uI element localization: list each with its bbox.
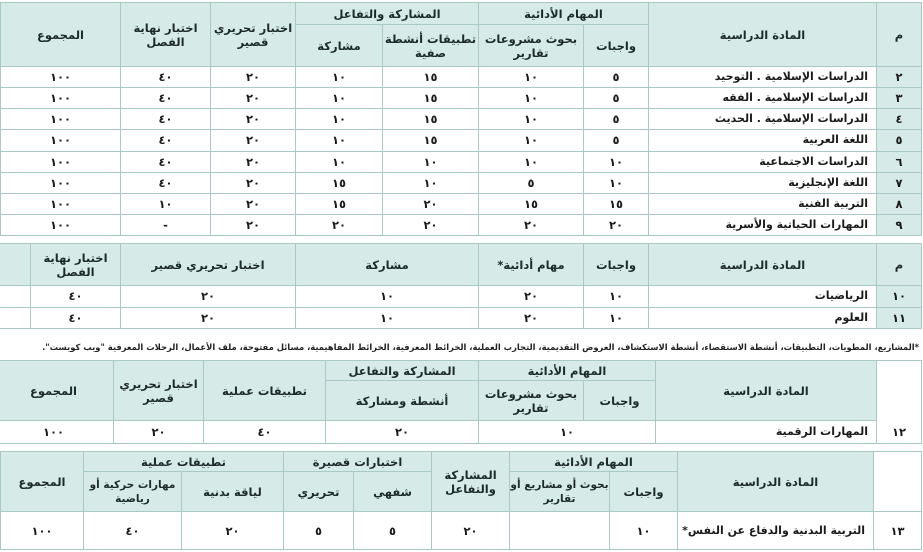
homework-value: ١٥: [584, 193, 649, 214]
header-participation: المشاركة والتفاعل: [326, 361, 479, 381]
short-test-value: ٢٠: [114, 421, 204, 444]
assessment-table-2: [0, 243, 922, 329]
total-value: ١٠٠: [1, 67, 121, 88]
row-number: ٣: [877, 88, 922, 109]
applications-value: ١٥: [383, 67, 479, 88]
sharing-value: ١٠: [296, 286, 479, 308]
header-subject: المادة الدراسية: [649, 244, 877, 286]
final-exam-value: ٤٠: [121, 130, 211, 151]
sharing-value: ١٠: [296, 151, 383, 172]
assessment-table-4: [0, 451, 922, 550]
short-test-value: ٢٠: [211, 172, 296, 193]
performance-value: ٢٠: [479, 286, 584, 308]
applications-value: ٢٠: [383, 193, 479, 214]
table-row: [1, 193, 922, 214]
short-test-value: ٢٠: [211, 88, 296, 109]
research-value: ١٥: [479, 193, 584, 214]
row-number: ١٣: [874, 512, 922, 550]
table-row: [1, 172, 922, 193]
total-value: ١٠٠: [0, 421, 114, 444]
applications-value: ١٠: [383, 151, 479, 172]
total-value: ١٠٠: [1, 512, 84, 550]
header-participation: المشاركة والتفاعل: [296, 3, 479, 25]
homework-value: ٥: [584, 109, 649, 130]
subject-name: التربية البدنية والدفاع عن النفس*: [678, 512, 874, 550]
sharing-value: ١٥: [296, 193, 383, 214]
research-value: ٥: [479, 172, 584, 193]
subject-name: الدراسات الاجتماعية: [649, 151, 877, 172]
short-test-value: ٢٠: [211, 214, 296, 235]
header-subject: المادة الدراسية: [649, 3, 877, 67]
header-total: المجموع: [0, 361, 114, 421]
sharing-value: ١٥: [296, 172, 383, 193]
final-exam-value: -: [121, 214, 211, 235]
header-homework: واجبات: [584, 25, 649, 67]
header-activities: أنشطة ومشاركة: [326, 381, 479, 421]
research-value: ١٠: [479, 130, 584, 151]
performance-value: ٢٠: [479, 307, 584, 329]
homework-value: ٢٠: [584, 214, 649, 235]
subject-name: اللغة الإنجليزية: [649, 172, 877, 193]
assessment-table-1: [0, 2, 922, 236]
short-test-value: ٢٠: [121, 307, 296, 329]
applications-value: ١٠: [383, 172, 479, 193]
subject-name: الدراسات الإسلامية . التوحيد: [649, 67, 877, 88]
applications-value: ١٥: [383, 88, 479, 109]
research-value: [510, 512, 610, 550]
subject-name: الدراسات الإسلامية . الحديث: [649, 109, 877, 130]
total-value: [0, 286, 31, 308]
short-test-value: ٢٠: [211, 130, 296, 151]
homework-value: ١٠: [479, 421, 656, 444]
header-homework: واجبات: [610, 472, 678, 512]
final-exam-value: ٤٠: [121, 151, 211, 172]
applications-value: ٢٠: [383, 214, 479, 235]
table-row: [1, 214, 922, 235]
written-value: ٥: [284, 512, 354, 550]
row-number: ١٢: [891, 425, 907, 439]
research-value: ١٠: [479, 67, 584, 88]
header-performance-tasks: المهام الأدائية: [479, 361, 656, 381]
header-total: المجموع: [1, 452, 84, 512]
header-total: المجموع: [1, 3, 121, 67]
footnote: *المشاريع، المطويات، التطبيقات، أنشطة الاستقصاء، أنشطة الاستكشاف، العروض التقديمية، التجارب العملية، الخرائط المعرفية، الخرائط المفاهيمية، مسائل مفتوحة، ملف الأعمال، الرحلات المعرفية "ويب كويست".: [42, 342, 919, 352]
row-number: ٢: [877, 67, 922, 88]
header-participation: المشاركة والتفاعل: [432, 452, 510, 512]
final-exam-value: ١٠: [121, 193, 211, 214]
header-research: بحوث مشروعات تقارير: [479, 381, 584, 421]
header-final-exam: اختبار نهاية الفصل: [31, 244, 121, 286]
subject-name: العلوم: [649, 307, 877, 329]
header-research: بحوث مشروعات تقارير: [479, 25, 584, 67]
final-exam-value: ٤٠: [31, 307, 121, 329]
header-sharing: مشاركة: [296, 244, 479, 286]
sharing-value: ١٠: [296, 307, 479, 329]
header-m: م: [877, 3, 922, 67]
header-performance-tasks: المهام الأدائية: [479, 3, 649, 25]
participation-value: ٢٠: [432, 512, 510, 550]
table-row: [1, 130, 922, 151]
practical-value: ٤٠: [204, 421, 326, 444]
research-value: ١٠: [479, 151, 584, 172]
subject-name: التربية الفنية: [649, 193, 877, 214]
activities-value: ٢٠: [326, 421, 479, 444]
header-practical-applications: تطبيقات عملية: [84, 452, 284, 472]
header-m: م: [877, 244, 922, 286]
homework-value: ١٠: [584, 172, 649, 193]
table-row: [1, 109, 922, 130]
final-exam-value: ٤٠: [121, 172, 211, 193]
table-row: [1, 88, 922, 109]
oral-value: ٥: [354, 512, 432, 550]
subject-name: اللغة العربية: [649, 130, 877, 151]
short-test-value: ٢٠: [121, 286, 296, 308]
header-research: بحوث أو مشاريع أو تقارير: [510, 472, 610, 512]
motor-skills-value: ٤٠: [84, 512, 182, 550]
total-value: ١٠٠: [1, 172, 121, 193]
research-value: ١٠: [479, 109, 584, 130]
fitness-value: ٢٠: [182, 512, 284, 550]
research-value: ٢٠: [479, 214, 584, 235]
subject-name: الرياضيات: [649, 286, 877, 308]
header-sharing: مشاركة: [296, 25, 383, 67]
homework-value: ٥: [584, 88, 649, 109]
header-short-test: اختبار تحريري قصير: [211, 3, 296, 67]
total-value: ١٠٠: [1, 88, 121, 109]
homework-value: ١٠: [584, 151, 649, 172]
short-test-value: ٢٠: [211, 67, 296, 88]
total-value: ١٠٠: [1, 130, 121, 151]
table-row: [1, 151, 922, 172]
total-value: ١٠٠: [1, 214, 121, 235]
header-short-test: اختبار تحريري قصير: [114, 361, 204, 421]
header-total: [0, 244, 31, 286]
sharing-value: ٢٠: [296, 214, 383, 235]
sharing-value: ١٠: [296, 130, 383, 151]
subject-name: المهارات الرقمية: [656, 421, 877, 444]
header-short-tests: اختبارات قصيرة: [284, 452, 432, 472]
row-number: ١١: [877, 307, 922, 329]
research-value: ١٠: [479, 88, 584, 109]
total-value: ١٠٠: [1, 193, 121, 214]
header-m-blank: [874, 452, 922, 512]
sharing-value: ١٠: [296, 67, 383, 88]
header-homework: واجبات: [584, 244, 649, 286]
header-performance-tasks: المهام الأدائية: [510, 452, 678, 472]
header-subject: المادة الدراسية: [656, 361, 877, 421]
table-row: [1, 67, 922, 88]
header-performance-tasks: مهام أدائية*: [479, 244, 584, 286]
header-oral: شفهي: [354, 472, 432, 512]
row-number: ٦: [877, 151, 922, 172]
header-homework: واجبات: [584, 381, 656, 421]
short-test-value: ٢٠: [211, 109, 296, 130]
total-value: ١٠٠: [1, 151, 121, 172]
final-exam-value: ٤٠: [121, 67, 211, 88]
table-row: [0, 286, 922, 308]
homework-value: ١٠: [584, 307, 649, 329]
homework-value: ١٠: [584, 286, 649, 308]
row-number: ٥: [877, 130, 922, 151]
subject-name: الدراسات الإسلامية . الفقه: [649, 88, 877, 109]
table-row: [1, 512, 922, 550]
total-value: [0, 307, 31, 329]
header-applications: تطبيقات أنشطة صفية: [383, 25, 479, 67]
applications-value: ١٥: [383, 109, 479, 130]
header-written: تحريري: [284, 472, 354, 512]
header-fitness: لياقة بدنية: [182, 472, 284, 512]
assessment-table-3: [0, 360, 922, 444]
applications-value: ١٥: [383, 130, 479, 151]
final-exam-value: ٤٠: [121, 88, 211, 109]
short-test-value: ٢٠: [211, 151, 296, 172]
final-exam-value: ٤٠: [121, 109, 211, 130]
homework-value: ٥: [584, 130, 649, 151]
row-number: ٤: [877, 109, 922, 130]
header-motor-skills: مهارات حركية أو رياضية: [84, 472, 182, 512]
row-number: ١٠: [877, 286, 922, 308]
row-number: ٧: [877, 172, 922, 193]
short-test-value: ٢٠: [211, 193, 296, 214]
header-short-test: اختبار تحريري قصير: [121, 244, 296, 286]
header-subject: المادة الدراسية: [678, 452, 874, 512]
total-value: ١٠٠: [1, 109, 121, 130]
table-row: [0, 421, 922, 444]
homework-value: ٥: [584, 67, 649, 88]
header-final-exam: اختبار نهاية الفصل: [121, 3, 211, 67]
subject-name: المهارات الحياتية والأسرية: [649, 214, 877, 235]
sharing-value: ١٠: [296, 88, 383, 109]
homework-value: ١٠: [610, 512, 678, 550]
sharing-value: ١٠: [296, 109, 383, 130]
header-practical-applications: تطبيقات عملية: [204, 361, 326, 421]
final-exam-value: ٤٠: [31, 286, 121, 308]
table-row: [0, 307, 922, 329]
row-number: ٨: [877, 193, 922, 214]
row-number: ٩: [877, 214, 922, 235]
